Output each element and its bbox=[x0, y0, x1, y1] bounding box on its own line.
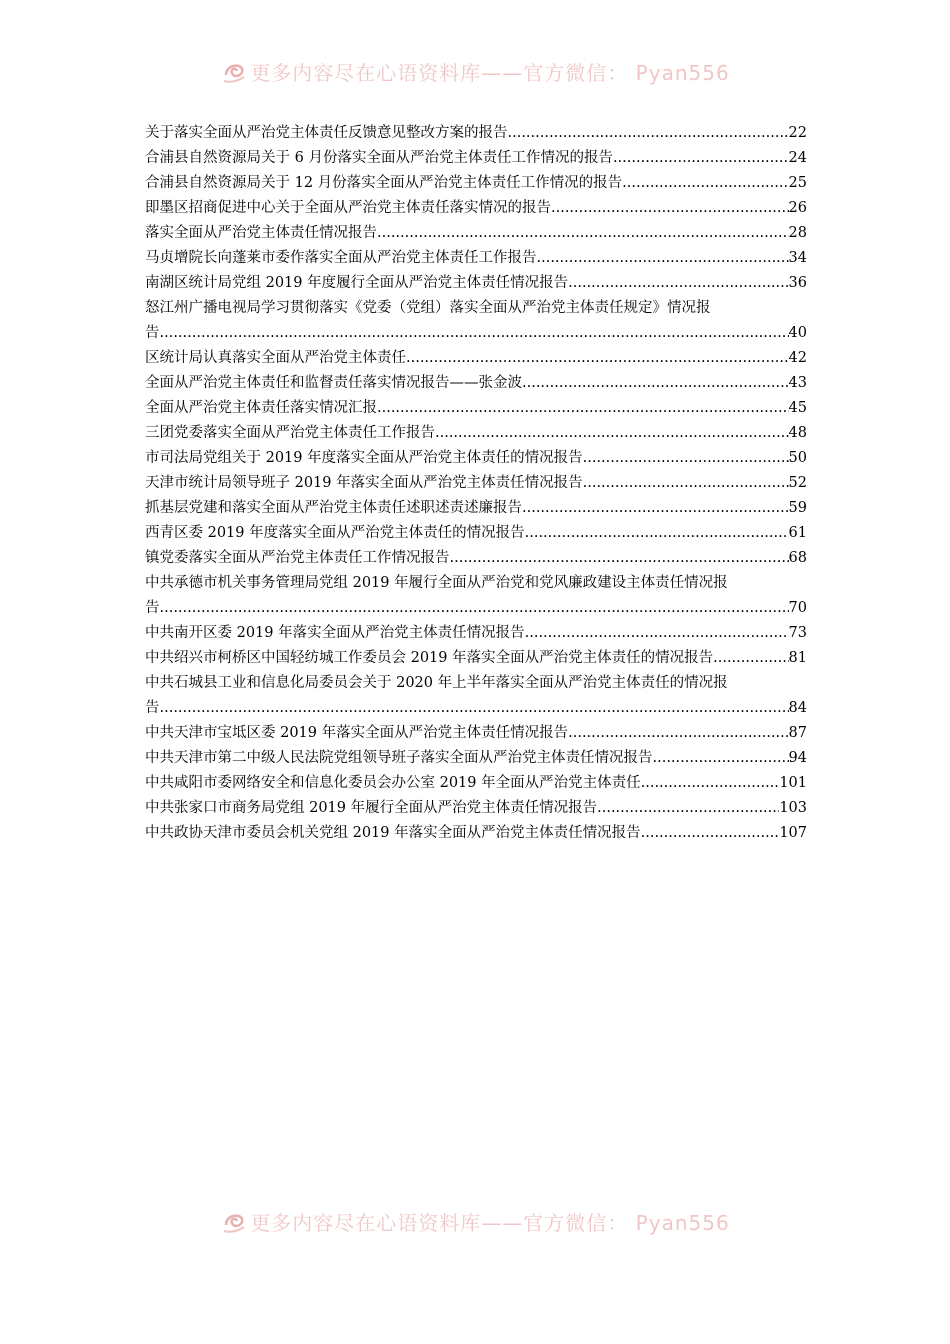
toc-entry-title: 中共承德市机关事务管理局党组 2019 年履行全面从严治党和党风廉政建设主体责任情况报 bbox=[145, 575, 728, 591]
toc-entry[interactable] bbox=[145, 171, 807, 196]
toc-entry-title: 即墨区招商促进中心关于全面从严治党主体责任落实情况的报告 bbox=[145, 200, 551, 216]
toc-entry-title: 中共天津市第二中级人民法院党组领导班子落实全面从严治党主体责任情况报告 bbox=[145, 750, 653, 766]
toc-entry[interactable] bbox=[145, 621, 807, 646]
toc-entry[interactable] bbox=[145, 246, 807, 271]
dot-leader bbox=[522, 371, 789, 396]
toc-entry[interactable] bbox=[145, 121, 807, 146]
toc-page-number: 34 bbox=[788, 250, 807, 266]
dot-leader bbox=[450, 546, 789, 571]
watermark-text: 更多内容尽在心语资料库——官方微信： Pyan556 bbox=[250, 1210, 730, 1235]
toc-entry[interactable] bbox=[145, 646, 807, 671]
dot-leader bbox=[406, 346, 789, 371]
dot-leader bbox=[568, 721, 788, 746]
footer-watermark bbox=[0, 1206, 950, 1236]
dot-leader bbox=[583, 446, 789, 471]
dot-leader bbox=[435, 421, 789, 446]
toc-page-number: 52 bbox=[788, 475, 807, 491]
toc-entry[interactable] bbox=[145, 571, 807, 621]
toc-entry[interactable] bbox=[145, 221, 807, 246]
toc-page-number: 101 bbox=[779, 775, 807, 791]
toc-entry[interactable] bbox=[145, 146, 807, 171]
toc-page-number: 107 bbox=[779, 825, 807, 841]
dot-leader bbox=[537, 246, 789, 271]
toc-entry[interactable] bbox=[145, 496, 807, 521]
dot-leader bbox=[160, 321, 789, 346]
watermark-text: 更多内容尽在心语资料库——官方微信： Pyan556 bbox=[250, 60, 730, 85]
toc-page-number: 26 bbox=[788, 200, 807, 216]
toc-page-number: 42 bbox=[788, 350, 807, 366]
toc-entry-title: 中共石城县工业和信息化局委员会关于 2020 年上半年落实全面从严治党主体责任的情况报 bbox=[145, 675, 728, 691]
toc-entry[interactable] bbox=[145, 671, 807, 721]
dot-leader bbox=[525, 621, 789, 646]
toc-entry[interactable] bbox=[145, 771, 807, 796]
toc-page-number: 70 bbox=[788, 600, 807, 616]
toc-entry-title: 三团党委落实全面从严治党主体责任工作报告 bbox=[145, 425, 435, 441]
toc-entry-title: 中共绍兴市柯桥区中国轻纺城工作委员会 2019 年落实全面从严治党主体责任的情况报告 bbox=[145, 650, 714, 666]
toc-entry[interactable] bbox=[145, 371, 807, 396]
toc-page-number: 28 bbox=[788, 225, 807, 241]
toc-entry-title: 西青区委 2019 年度落实全面从严治党主体责任的情况报告 bbox=[145, 525, 525, 541]
toc-entry[interactable] bbox=[145, 521, 807, 546]
toc-entry[interactable] bbox=[145, 296, 807, 346]
toc-entry[interactable] bbox=[145, 721, 807, 746]
toc-page-number: 59 bbox=[788, 500, 807, 516]
toc-entry-title: 怒江州广播电视局学习贯彻落实《党委（党组）落实全面从严治党主体责任规定》情况报 bbox=[145, 300, 711, 316]
toc-page-number: 84 bbox=[788, 700, 807, 716]
toc-page-number: 43 bbox=[788, 375, 807, 391]
toc-page-number: 45 bbox=[788, 400, 807, 416]
dot-leader bbox=[522, 496, 789, 521]
toc-page-number: 68 bbox=[788, 550, 807, 566]
toc-entry[interactable] bbox=[145, 471, 807, 496]
toc-entry[interactable] bbox=[145, 446, 807, 471]
toc-entry[interactable] bbox=[145, 196, 807, 221]
toc-entry[interactable] bbox=[145, 746, 807, 771]
toc-page-number: 22 bbox=[788, 125, 807, 141]
toc-entry-title: 天津市统计局领导班子 2019 年落实全面从严治党主体责任情况报告 bbox=[145, 475, 583, 491]
toc-entry-title: 市司法局党组关于 2019 年度落实全面从严治党主体责任的情况报告 bbox=[145, 450, 583, 466]
toc-entry-title: 合浦县自然资源局关于 12 月份落实全面从严治党主体责任工作情况的报告 bbox=[145, 175, 623, 191]
toc-entry-title: 区统计局认真落实全面从严治党主体责任 bbox=[145, 350, 406, 366]
toc-entry[interactable] bbox=[145, 546, 807, 571]
dot-leader bbox=[613, 146, 789, 171]
dot-leader bbox=[525, 521, 789, 546]
dot-leader bbox=[713, 646, 788, 671]
toc-page-number: 94 bbox=[788, 750, 807, 766]
toc-entry[interactable] bbox=[145, 796, 807, 821]
toc-entry-title: 中共张家口市商务局党组 2019 年履行全面从严治党主体责任情况报告 bbox=[145, 800, 598, 816]
dot-leader bbox=[551, 196, 789, 221]
dot-leader bbox=[160, 696, 789, 721]
toc-page-number: 103 bbox=[779, 800, 807, 816]
toc-page-number: 50 bbox=[788, 450, 807, 466]
toc-entry-title: 中共天津市宝坻区委 2019 年落实全面从严治党主体责任情况报告 bbox=[145, 725, 569, 741]
toc-entry[interactable] bbox=[145, 421, 807, 446]
toc-entry[interactable] bbox=[145, 396, 807, 421]
toc-entry-title: 落实全面从严治党主体责任情况报告 bbox=[145, 225, 377, 241]
header-watermark bbox=[0, 56, 950, 86]
dot-leader bbox=[653, 746, 789, 771]
toc-page-number: 73 bbox=[788, 625, 807, 641]
toc-entry[interactable] bbox=[145, 821, 807, 846]
toc-entry[interactable] bbox=[145, 346, 807, 371]
toc-entry-title-continued: 告 bbox=[145, 600, 160, 616]
dot-leader bbox=[377, 396, 789, 421]
toc-entry-title: 关于落实全面从严治党主体责任反馈意见整改方案的报告 bbox=[145, 125, 508, 141]
toc-page-number: 25 bbox=[788, 175, 807, 191]
toc-entry-title: 抓基层党建和落实全面从严治党主体责任述职述责述廉报告 bbox=[145, 500, 522, 516]
dot-leader bbox=[641, 771, 780, 796]
toc-entry-title-continued: 告 bbox=[145, 700, 160, 716]
dot-leader bbox=[508, 121, 789, 146]
toc-entry-title-continued: 告 bbox=[145, 325, 160, 341]
toc-entry-title: 合浦县自然资源局关于 6 月份落实全面从严治党主体责任工作情况的报告 bbox=[145, 150, 613, 166]
toc-page-number: 48 bbox=[788, 425, 807, 441]
dot-leader bbox=[641, 821, 780, 846]
dot-leader bbox=[377, 221, 789, 246]
toc-entry-title: 中共南开区委 2019 年落实全面从严治党主体责任情况报告 bbox=[145, 625, 525, 641]
dot-leader bbox=[583, 471, 789, 496]
toc-page-number: 36 bbox=[788, 275, 807, 291]
toc-page-number: 40 bbox=[788, 325, 807, 341]
swirl-logo-icon bbox=[220, 57, 248, 85]
dot-leader bbox=[597, 796, 779, 821]
dot-leader bbox=[568, 271, 788, 296]
toc-entry-title: 中共咸阳市委网络安全和信息化委员会办公室 2019 年全面从严治党主体责任 bbox=[145, 775, 641, 791]
toc-page-number: 81 bbox=[788, 650, 807, 666]
dot-leader bbox=[622, 171, 788, 196]
table-of-contents bbox=[145, 121, 807, 846]
toc-page-number: 24 bbox=[788, 150, 807, 166]
toc-entry[interactable] bbox=[145, 271, 807, 296]
toc-entry-title: 镇党委落实全面从严治党主体责任工作情况报告 bbox=[145, 550, 450, 566]
toc-page-number: 61 bbox=[788, 525, 807, 541]
dot-leader bbox=[160, 596, 789, 621]
toc-entry-title: 全面从严治党主体责任落实情况汇报 bbox=[145, 400, 377, 416]
swirl-logo-icon bbox=[220, 1207, 248, 1235]
toc-entry-title: 中共政协天津市委员会机关党组 2019 年落实全面从严治党主体责任情况报告 bbox=[145, 825, 641, 841]
toc-entry-title: 全面从严治党主体责任和监督责任落实情况报告——张金波 bbox=[145, 375, 522, 391]
toc-entry-title: 马贞增院长向蓬莱市委作落实全面从严治党主体责任工作报告 bbox=[145, 250, 537, 266]
toc-entry-title: 南湖区统计局党组 2019 年度履行全面从严治党主体责任情况报告 bbox=[145, 275, 569, 291]
toc-page-number: 87 bbox=[788, 725, 807, 741]
